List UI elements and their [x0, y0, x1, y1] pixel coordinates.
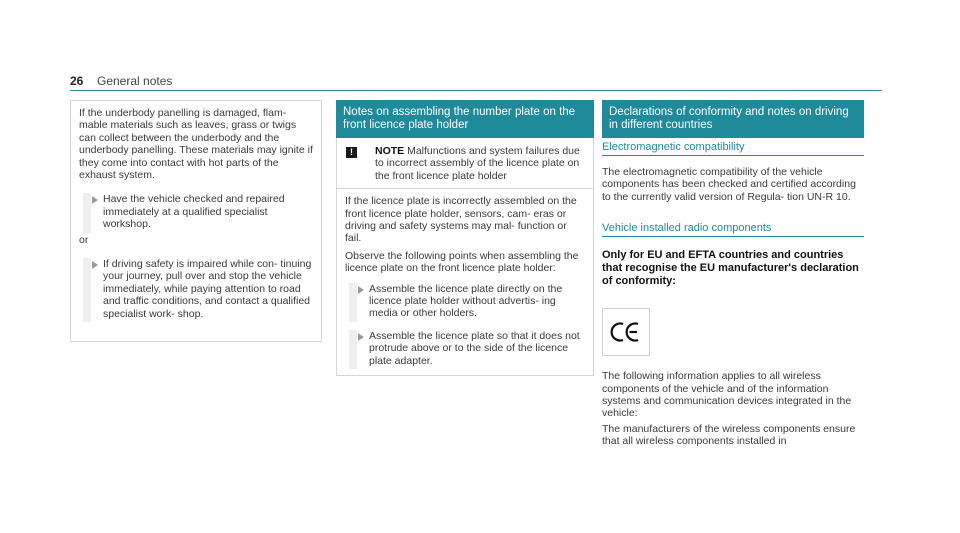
step-item	[345, 330, 585, 367]
number-plate-section	[336, 100, 594, 376]
note-para: If the licence plate is incorrectly assembled on the front licence plate holder, sensors, cam- eras or driving and safety systems may mal- function or fail.	[345, 195, 577, 245]
step-bar	[83, 193, 91, 232]
arrow-right-icon	[92, 196, 98, 204]
step-item	[79, 258, 315, 320]
section-title: General notes	[97, 74, 173, 88]
note-label: NOTE	[375, 145, 405, 157]
arrow-right-icon	[92, 261, 98, 269]
step-bar	[349, 330, 357, 369]
arrow-right-icon	[358, 333, 364, 341]
note-para: Observe the following points when assembling the licence plate on the front licence plate holder:	[345, 249, 579, 275]
step-item	[345, 283, 585, 320]
note-header	[337, 138, 593, 189]
underbody-warning-box	[70, 100, 322, 342]
step-text: Have the vehicle checked and repaired immediately at a qualified specialist workshop.	[103, 193, 285, 231]
section-heading: Declarations of conformity and notes on driving in different countries	[602, 100, 864, 138]
note-box	[336, 138, 594, 376]
info-para: The manufacturers of the wireless components ensure that all wireless components installed in	[602, 422, 856, 448]
step-text: Assemble the licence plate directly on the licence plate holder without advertis- ing media or other holders.	[369, 282, 563, 320]
ce-mark-icon	[602, 308, 650, 356]
step-bar	[349, 283, 357, 322]
or-label: or	[79, 233, 89, 246]
emc-text: The electromagnetic compatibility of the vehicle components has been checked and certified according to the currently valid version of Regula- tion UN-R 10.	[602, 166, 856, 203]
step-text: If driving safety is impaired while con- tinuing your journey, pull over and stop the vehicle immediately, while paying attention to road and traffic conditions, and contact a qualified specialist work- shop.	[103, 258, 312, 320]
note-body	[337, 189, 593, 375]
warning-icon: !	[346, 147, 357, 158]
note-text: Malfunctions and system failures due to incorrect assembly of the licence plate on the front licence plate holder	[375, 145, 580, 182]
emc-title: Electromagnetic compatibility	[602, 141, 864, 156]
radio-title: Vehicle installed radio components	[602, 222, 864, 237]
step-text: Assemble the licence plate so that it does not protrude above or to the side of the licence plate adapter.	[369, 329, 580, 367]
step-bar	[83, 258, 91, 322]
arrow-right-icon	[358, 286, 364, 294]
conformity-section	[602, 100, 864, 448]
step-item	[79, 193, 315, 230]
header-rule	[70, 90, 882, 91]
eu-heading: Only for EU and EFTA countries and countries that recognise the EU manufacturer's declaration of conformity:	[602, 249, 859, 288]
info-para: The following information applies to all wireless components of the vehicle and of the information systems and communication devices integrated in the vehicle:	[602, 370, 852, 420]
section-heading: Notes on assembling the number plate on the front licence plate holder	[336, 100, 594, 138]
underbody-intro: If the underbody panelling is damaged, flam- mable materials such as leaves, grass or twigs can collect between the underbody and the underbody panelling. These materials may ignite if they come into contact with hot parts of the exhaust system.	[79, 107, 313, 182]
page-number: 26	[70, 74, 84, 88]
